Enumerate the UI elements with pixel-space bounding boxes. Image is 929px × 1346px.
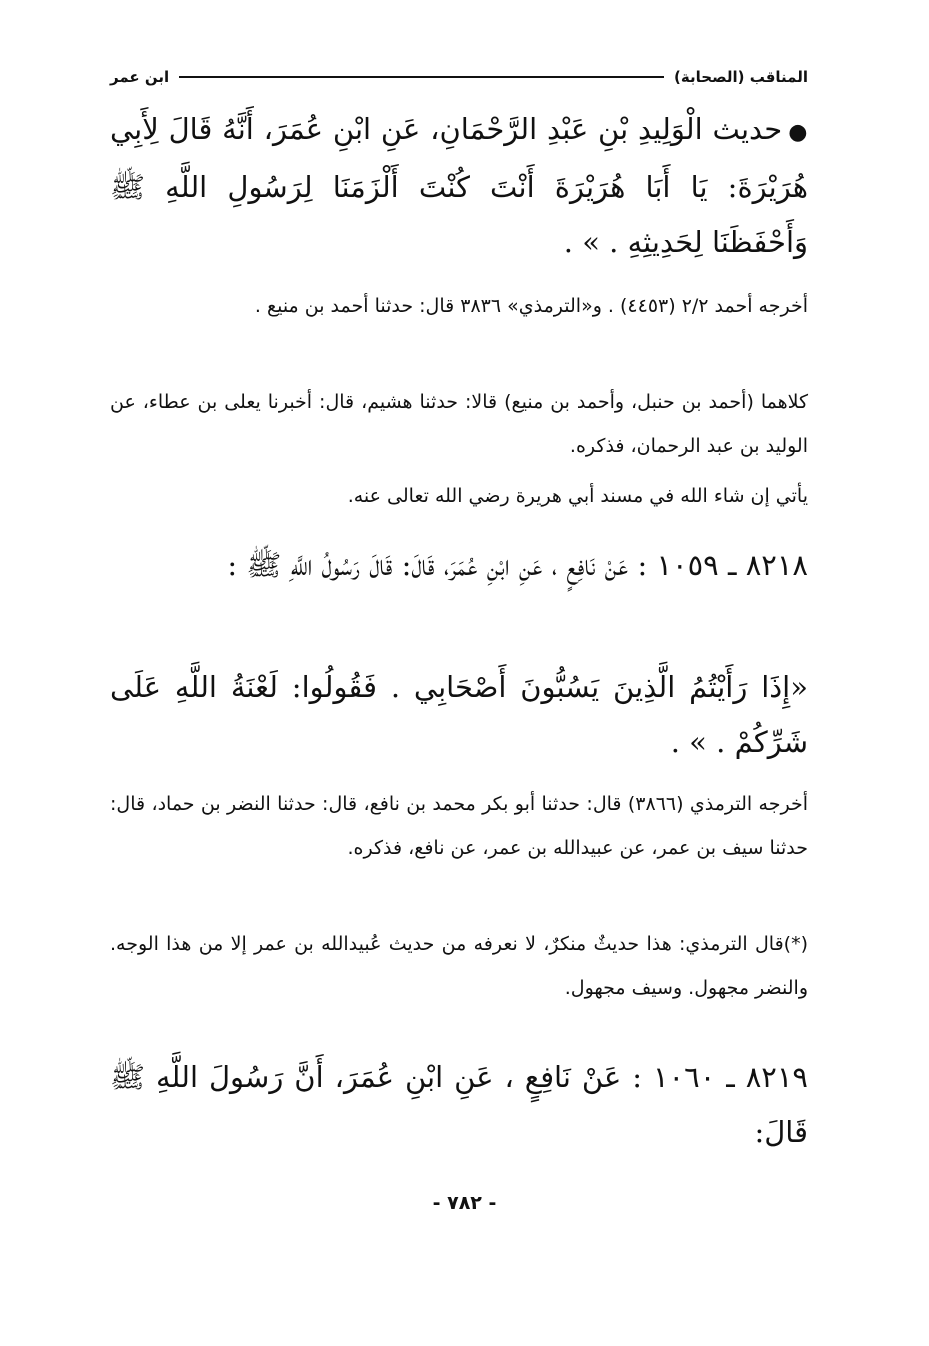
takhrij-paragraph-2: كلاهما (أحمد بن حنبل، وأحمد بن منيع) قالا: حدثنا هشيم، قال: أخبرنا يعلى بن عطاء، عن الوليد بن عبد الرحمان، فذكره. <box>110 391 808 457</box>
hadith-text-1: حديث الْوَلِيدِ بْنِ عَبْدِ الرَّحْمَانِ، عَنِ ابْنِ عُمَرَ، أَنَّهُ قَالَ لِأَبِي هُرَيْرَةَ: يَا أَبَا هُرَيْرَةَ أَنْتَ كُنْتَ أَلْزَمَنَا لِرَسُولِ اللَّهِ ﷺ وَأَحْفَظَنَا لِحَدِيثِهِ . » . <box>110 112 808 259</box>
hadith-heading-8219: ٨٢١٩ ـ ١٠٦٠ : عَنْ نَافِعٍ ، عَنِ ابْنِ عُمَرَ، أَنَّ رَسُولَ اللَّهِ ﷺ قَالَ: <box>110 1060 808 1149</box>
header-chapter-title: ابن عمر <box>110 68 170 86</box>
note-paragraph-1: يأتي إن شاء الله في مسند أبي هريرة رضي الله تعالى عنه. <box>347 485 808 507</box>
header-rule <box>179 76 664 78</box>
running-header <box>110 64 808 90</box>
takhrij-paragraph-3: أخرجه الترمذي (٣٨٦٦) قال: حدثنا أبو بكر محمد بن نافع، قال: حدثنا النضر بن حماد، قال: حدثنا سيف بن عمر، عن عبيدالله بن عمر، عن نافع، فذكره. <box>110 793 808 859</box>
page-number: - ٧٨٢ - <box>432 1192 497 1214</box>
hadith-heading-8218: ٨٢١٨ ـ ١٠٥٩ : عَنْ نَافِعٍ ، عَنِ ابْنِ عُمَرَ، قَالَ: قَالَ رَسُولُ اللَّهِ ﷺ : <box>227 548 808 582</box>
bullet-icon: ● <box>788 120 808 145</box>
header-section-title: المناقب (الصحابة) <box>674 68 808 86</box>
tirmidhi-comment: (*)قال الترمذي: هذا حديثٌ منكرٌ، لا نعرفه من حديث عُبيدالله بن عمر إلا من هذا الوجه. والنضر مجهول. وسيف مجهول. <box>110 933 808 999</box>
hadith-paragraph-1 <box>110 102 808 270</box>
hadith-text-8218: «إِذَا رَأَيْتُمُ الَّذِينَ يَسُبُّونَ أَصْحَابِي . فَقُولُوا: لَعْنَةُ اللَّهِ عَلَى شَرِّكُمْ . » . <box>110 670 808 759</box>
takhrij-paragraph-1: أخرجه أحمد ٢/٢ (٤٤٥٣) . و«الترمذي» ٣٨٣٦ قال: حدثنا أحمد بن منيع . <box>254 295 808 317</box>
